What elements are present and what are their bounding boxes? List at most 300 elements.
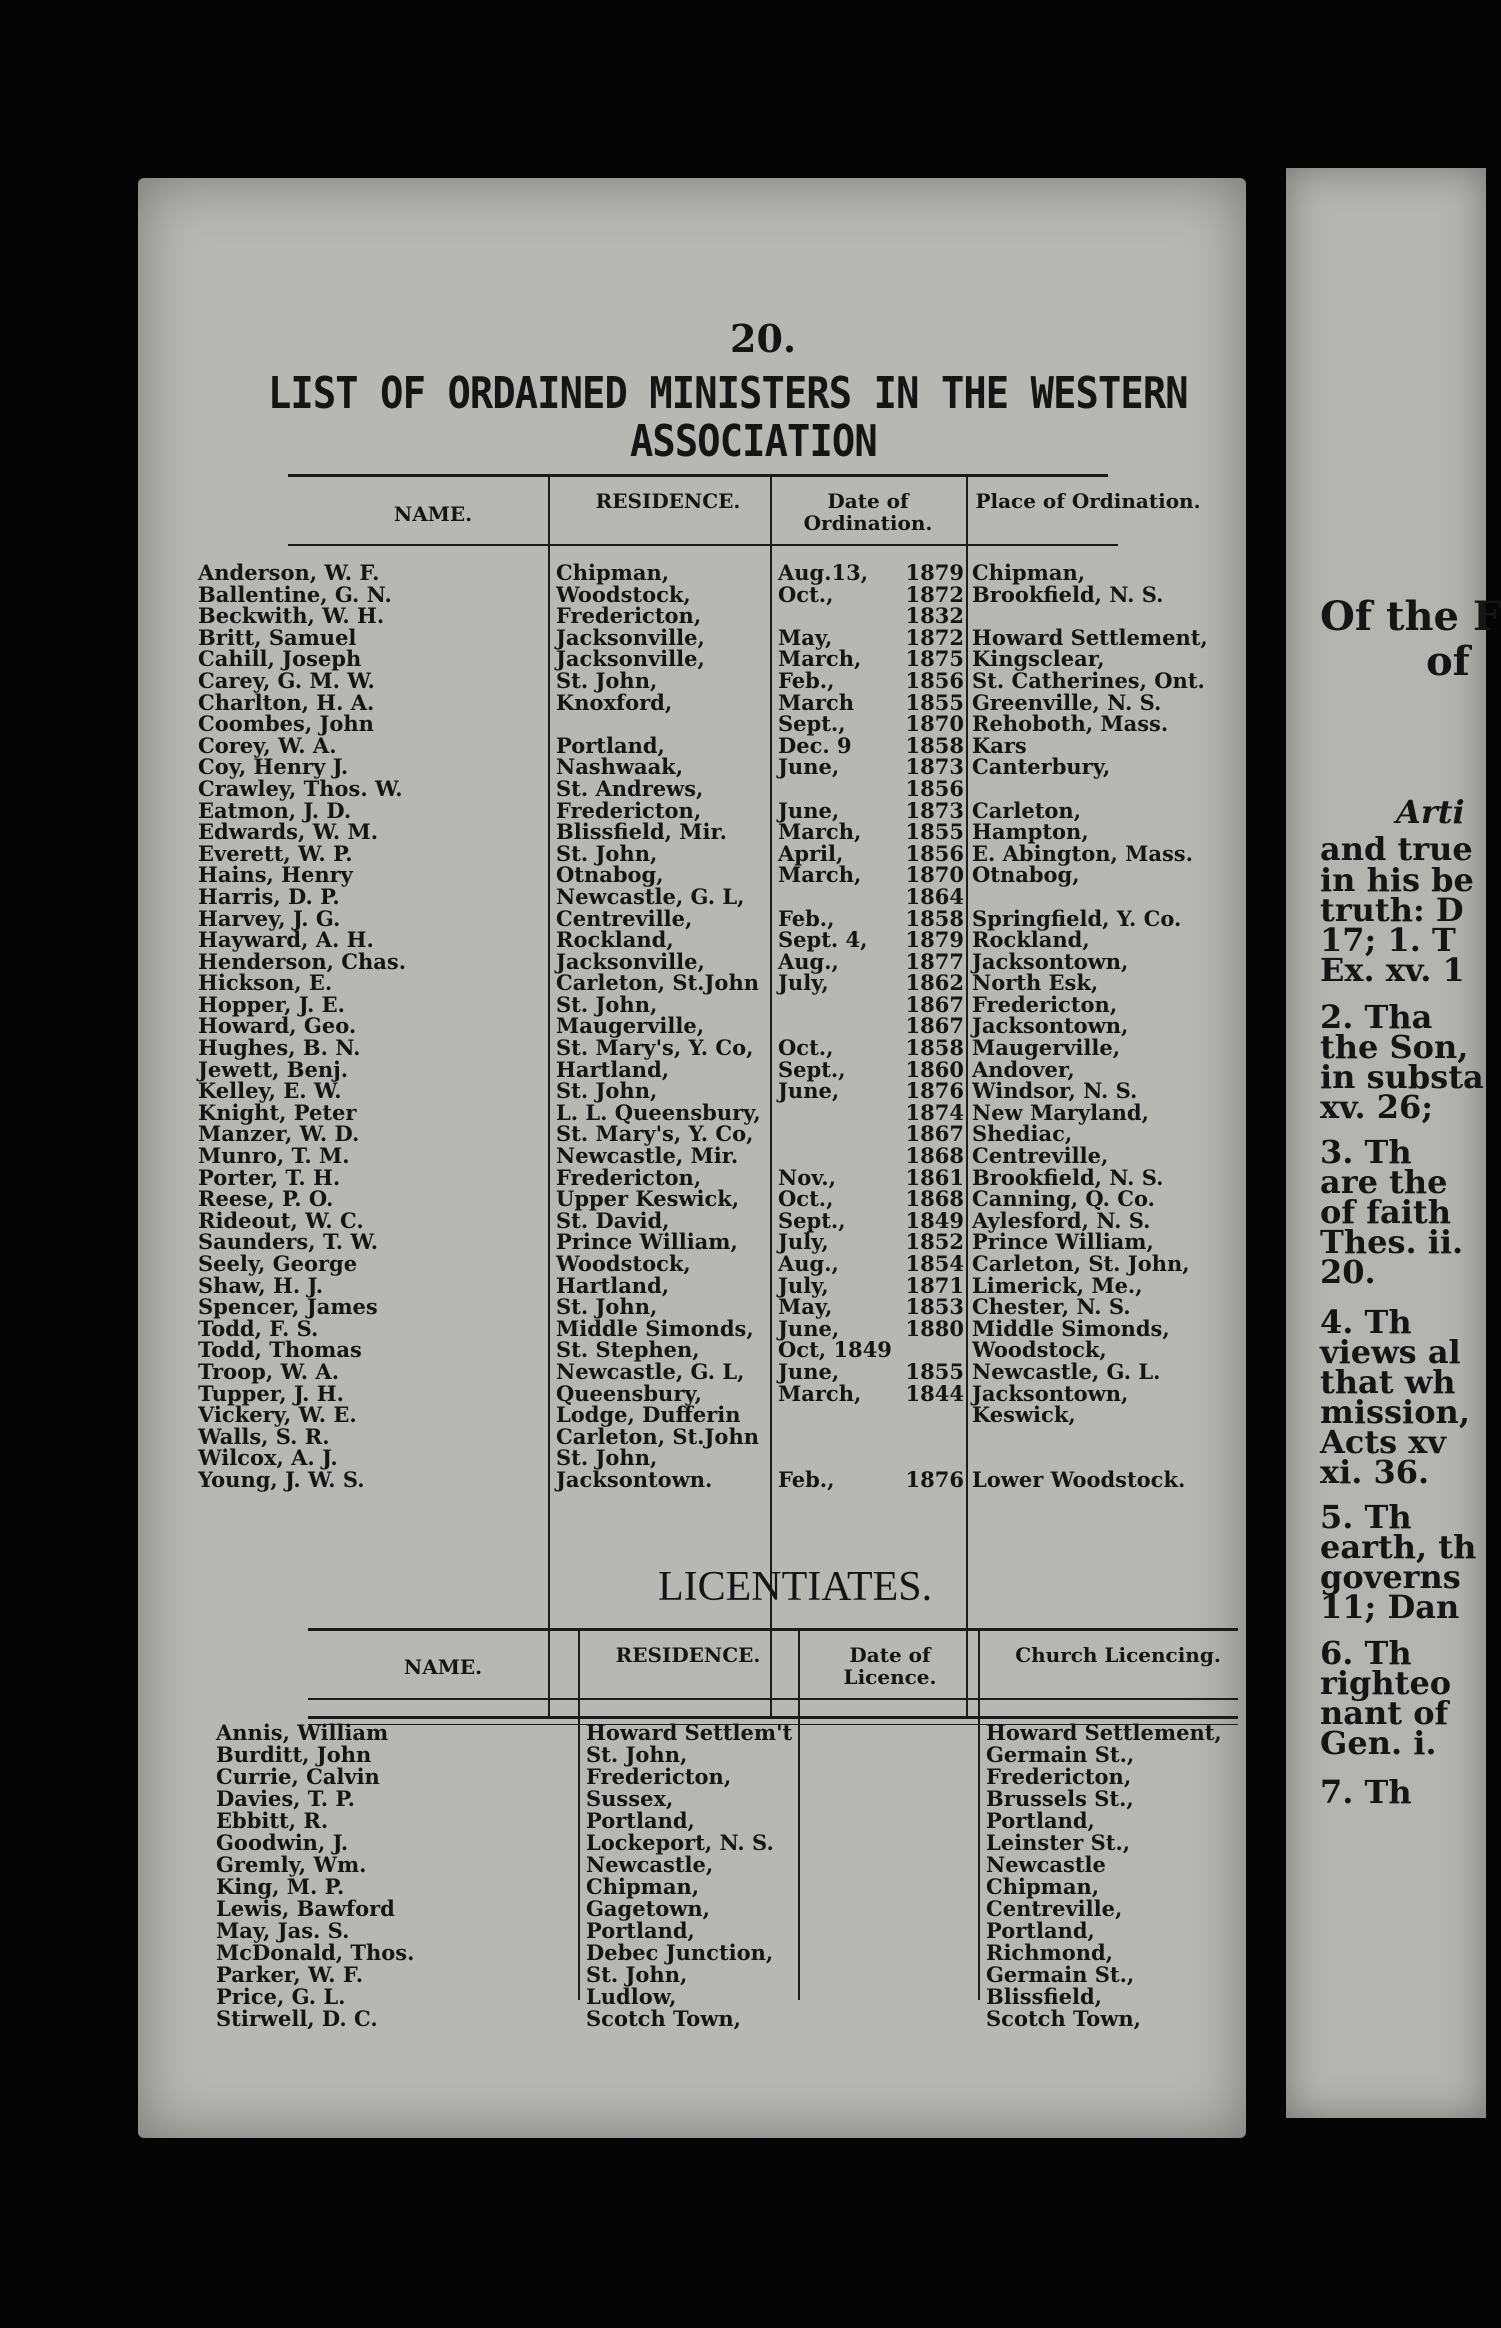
ordination-year: 1858 <box>905 732 964 758</box>
licentiate-residence: Fredericton, <box>586 1764 732 1789</box>
ordination-year: 1868 <box>905 1186 964 1212</box>
ordination-year: 1871 <box>905 1272 964 1298</box>
minister-residence: Blissfield, Mir. <box>556 819 727 845</box>
facing-text-line: mission, <box>1320 1393 1470 1431</box>
ordination-place: Maugerville, <box>972 1035 1121 1061</box>
minister-name: Shaw, H. J. <box>198 1272 324 1298</box>
minister-residence: Jacksonville, <box>556 646 705 672</box>
ordination-place: Woodstock, <box>972 1337 1107 1363</box>
minister-name: Knight, Peter <box>198 1099 357 1125</box>
licentiate-church-column <box>986 1722 1222 2030</box>
minister-residence: St. Mary's, Y. Co, <box>556 1035 754 1061</box>
facing-text-line: the Son, <box>1320 1028 1469 1066</box>
ordination-date: Dec. 9 <box>778 732 852 758</box>
minister-name: Eatmon, J. D. <box>198 797 352 823</box>
minister-name: Jewett, Benj. <box>198 1056 349 1082</box>
licentiate-residence: Scotch Town, <box>586 2006 741 2031</box>
ordination-year: 1872 <box>905 581 964 607</box>
ordination-place <box>972 778 1208 800</box>
licentiate-name: Lewis, Bawford <box>216 1896 395 1921</box>
facing-text-line: righteo <box>1320 1664 1452 1702</box>
minister-residence: Newcastle, G. L, <box>556 883 745 909</box>
ordination-year: 1854 <box>905 1251 964 1276</box>
minister-name: Cahill, Joseph <box>198 646 362 672</box>
ordination-date: March, <box>778 819 862 845</box>
ordination-date <box>778 778 892 800</box>
minister-name: Hayward, A. H. <box>198 927 374 953</box>
ordination-year: 1864 <box>905 883 964 909</box>
ordination-place: Kars <box>972 732 1027 758</box>
licentiate-church: Leinster St., <box>986 1830 1131 1855</box>
minister-name: Hopper, J. E. <box>198 991 345 1017</box>
licentiate-residence: Portland, <box>586 1808 695 1833</box>
licentiate-church: Fredericton, <box>986 1764 1132 1789</box>
ordination-place: New Maryland, <box>972 1099 1149 1125</box>
minister-residence: St. John, <box>556 991 658 1017</box>
ordination-year: 1856 <box>905 775 964 801</box>
ordination-place: E. Abington, Mass. <box>972 840 1193 866</box>
minister-name: Vickery, W. E. <box>198 1402 357 1428</box>
ordination-place: Middle Simonds, <box>972 1315 1170 1341</box>
ordination-year: 1861 <box>905 1164 964 1190</box>
minister-residence: Middle Simonds, <box>556 1315 754 1341</box>
licentiate-name: May, Jas. S. <box>216 1918 350 1943</box>
facing-text-line: 20. <box>1320 1253 1376 1291</box>
ordination-place: Howard Settlement, <box>972 624 1208 650</box>
facing-text-line: Arti <box>1396 793 1465 831</box>
facing-text-line: and true <box>1320 830 1473 868</box>
facing-heading-2: of <box>1426 638 1470 685</box>
facing-text-line: governs <box>1320 1558 1461 1596</box>
ordination-place: Lower Woodstock. <box>972 1466 1186 1492</box>
facing-text-line: in substa <box>1320 1058 1484 1096</box>
minister-name: Hickson, E. <box>198 970 333 996</box>
licentiate-name: Currie, Calvin <box>216 1764 380 1789</box>
ordination-date: Aug., <box>778 948 839 974</box>
ordination-place: North Esk, <box>972 970 1099 996</box>
ordination-date: June, <box>778 1078 840 1104</box>
ordination-date: Sept., <box>778 1056 846 1082</box>
licentiate-name: Burditt, John <box>216 1742 372 1767</box>
minister-residence: Nashwaak, <box>556 754 684 780</box>
page-number: 20. <box>730 316 797 361</box>
ordination-place: Windsor, N. S. <box>972 1078 1138 1104</box>
minister-residence: Prince William, <box>556 1229 738 1255</box>
ordination-place <box>972 605 1208 627</box>
lic-header-date: Date of Licence. <box>843 1643 937 1689</box>
ordination-place: Canning, Q. Co. <box>972 1186 1155 1212</box>
ordination-year: 1875 <box>905 646 964 672</box>
ordination-year: 1860 <box>905 1056 964 1082</box>
ordination-year: 1862 <box>905 970 964 996</box>
ordination-year: 1873 <box>905 797 964 823</box>
minister-residence: St. John, <box>556 840 658 866</box>
licentiate-church: Portland, <box>986 1808 1095 1833</box>
ordination-place: Andover, <box>972 1056 1075 1082</box>
facing-text-line: Gen. i. <box>1320 1724 1437 1762</box>
licentiate-residence: Lockeport, N. S. <box>586 1830 774 1855</box>
minister-residence: St. John, <box>556 1445 658 1471</box>
ordination-place <box>972 1447 1208 1469</box>
minister-residence: Newcastle, G. L, <box>556 1358 745 1384</box>
minister-residence: St. John, <box>556 667 658 693</box>
minister-residence: Centreville, <box>556 905 693 931</box>
ordination-place: Aylesford, N. S. <box>972 1207 1151 1233</box>
document-page <box>138 178 1246 2138</box>
header-name: NAME. <box>393 502 473 526</box>
ordination-date: Sept. 4, <box>778 927 868 953</box>
ordination-date <box>778 1145 892 1167</box>
facing-text-line: views al <box>1320 1333 1461 1371</box>
minister-name: Beckwith, W. H. <box>198 603 385 629</box>
facing-text-line: 11; Dan <box>1320 1588 1460 1626</box>
minister-name: Ballentine, G. N. <box>198 581 392 607</box>
minister-residence <box>556 713 761 735</box>
licentiates-top-rule <box>308 1628 1238 1631</box>
column-divider <box>966 476 968 1716</box>
minister-residence: Carleton, St.John <box>556 1423 759 1449</box>
minister-residence: St. John, <box>556 1078 658 1104</box>
minister-name: Manzer, W. D. <box>198 1121 360 1147</box>
ordained-residence-column <box>556 562 761 1491</box>
ordained-place-column <box>972 562 1208 1491</box>
ordination-place <box>972 886 1208 908</box>
facing-text-line: 17; 1. T <box>1320 921 1456 959</box>
ordination-place: Carleton, <box>972 797 1082 823</box>
licentiates-title: LICENTIATES. <box>658 1564 933 1610</box>
facing-text-line: xv. 26; <box>1320 1088 1434 1126</box>
table-header-rule <box>288 544 1118 546</box>
ordination-date <box>778 1123 892 1145</box>
table-bottom-rule <box>308 1716 1238 1719</box>
licentiate-name: Ebbitt, R. <box>216 1808 329 1833</box>
ordination-date: Feb., <box>778 667 835 693</box>
licentiate-residence: Portland, <box>586 1918 695 1943</box>
licentiate-name: Gremly, Wm. <box>216 1852 367 1877</box>
ordination-year: 1877 <box>905 948 964 974</box>
licentiate-residence: Chipman, <box>586 1874 700 1899</box>
minister-name: Rideout, W. C. <box>198 1207 364 1233</box>
licentiate-name: Davies, T. P. <box>216 1786 355 1811</box>
ordination-date: Feb., <box>778 905 835 931</box>
facing-text-line: are the <box>1320 1163 1448 1201</box>
ordination-year: 1867 <box>905 991 964 1017</box>
ordination-year: 1873 <box>905 754 964 780</box>
ordination-date: May, <box>778 1294 833 1320</box>
licentiate-name-column <box>216 1722 414 2030</box>
ordination-year: 1872 <box>905 624 964 650</box>
header-residence: RESIDENCE. <box>595 489 741 513</box>
minister-residence: St. John, <box>556 1294 658 1320</box>
minister-residence: Carleton, St.John <box>556 970 759 996</box>
licentiate-church: Chipman, <box>986 1874 1100 1899</box>
minister-name: Howard, Geo. <box>198 1013 357 1039</box>
licentiate-name: Parker, W. F. <box>216 1962 364 1987</box>
ordination-year: 1867 <box>905 1121 964 1147</box>
ordination-year: 1879 <box>905 560 964 585</box>
minister-residence: Jacksontown. <box>556 1466 713 1492</box>
ordination-place: Limerick, Me., <box>972 1272 1143 1298</box>
ordination-date: March, <box>778 646 862 672</box>
facing-text-line: 5. Th <box>1320 1498 1412 1536</box>
ordination-date: Oct., <box>778 581 834 607</box>
licentiate-residence: Sussex, <box>586 1786 674 1811</box>
minister-residence: Jacksonville, <box>556 948 705 974</box>
ordination-date: Sept., <box>778 711 846 737</box>
minister-residence: Portland, <box>556 732 665 758</box>
ordination-year: 1858 <box>905 905 964 931</box>
ordination-year: 1844 <box>905 1380 964 1406</box>
ordination-place: Rockland, <box>972 927 1090 953</box>
facing-heading-1: Of the F <box>1320 593 1501 640</box>
ordination-date: June, <box>778 1358 840 1384</box>
ordination-year: 1858 <box>905 1035 964 1061</box>
minister-name: Walls, S. R. <box>198 1423 330 1449</box>
minister-name: Young, J. W. S. <box>198 1466 365 1492</box>
ordination-year: 1867 <box>905 1013 964 1039</box>
header-place: Place of Ordination. <box>975 489 1201 513</box>
minister-name: Edwards, W. M. <box>198 819 379 845</box>
licentiate-residence: St. John, <box>586 1962 688 1987</box>
licentiate-name: Stirwell, D. C. <box>216 2006 378 2031</box>
minister-residence: St. Stephen, <box>556 1337 700 1363</box>
ordination-date: July, <box>778 1272 829 1298</box>
licentiate-church: Richmond, <box>986 1940 1113 1965</box>
licentiate-residence: Ludlow, <box>586 1984 677 2009</box>
licentiate-name: McDonald, Thos. <box>216 1940 415 1965</box>
ordination-year <box>888 1339 964 1361</box>
licentiate-church: Brussels St., <box>986 1786 1134 1811</box>
ordination-place: Otnabog, <box>972 862 1080 888</box>
minister-name: Todd, Thomas <box>198 1337 362 1363</box>
facing-text-line: Acts xv <box>1320 1423 1446 1461</box>
ordination-date: Oct, 1849 <box>778 1337 892 1363</box>
facing-text-line: that wh <box>1320 1363 1456 1401</box>
ordination-year <box>888 1404 964 1426</box>
minister-name: Charlton, H. A. <box>198 689 375 715</box>
ordination-date: June, <box>778 797 840 823</box>
ordination-place: Shediac, <box>972 1121 1073 1147</box>
minister-residence: Upper Keswick, <box>556 1186 740 1212</box>
ordination-year: 1832 <box>905 603 964 629</box>
ordination-place: Rehoboth, Mass. <box>972 711 1169 737</box>
ordination-date <box>778 1102 892 1124</box>
header-date: Date of Ordination. <box>803 489 933 535</box>
minister-residence: Maugerville, <box>556 1013 705 1039</box>
facing-page <box>1286 168 1501 2118</box>
minister-name: Troop, W. A. <box>198 1358 340 1384</box>
ordination-year: 1855 <box>905 689 964 715</box>
minister-name: Everett, W. P. <box>198 840 353 866</box>
ordination-place: Brookfield, N. S. <box>972 581 1164 607</box>
ordained-name-column <box>198 562 406 1491</box>
minister-name: Munro, T. M. <box>198 1143 350 1169</box>
ordination-place: Kingsclear, <box>972 646 1105 672</box>
minister-name: Todd, F. S. <box>198 1315 319 1341</box>
licentiate-name: King, M. P. <box>216 1874 345 1899</box>
facing-text-line: 4. Th <box>1320 1303 1412 1341</box>
minister-residence: Knoxford, <box>556 689 673 715</box>
minister-name: Harvey, J. G. <box>198 905 341 931</box>
licentiate-residence: Debec Junction, <box>586 1940 774 1965</box>
ordination-date <box>778 1426 892 1448</box>
minister-residence: Woodstock, <box>556 581 691 607</box>
ordination-date <box>778 1015 892 1037</box>
minister-name: Coy, Henry J. <box>198 754 349 780</box>
minister-residence: St. Mary's, Y. Co, <box>556 1121 754 1147</box>
minister-name: Britt, Samuel <box>198 624 357 650</box>
licentiate-name: Price, G. L. <box>216 1984 346 2009</box>
minister-name: Reese, P. O. <box>198 1186 334 1212</box>
ordination-year <box>888 1447 964 1469</box>
minister-residence: Woodstock, <box>556 1251 691 1276</box>
licentiate-church: Germain St., <box>986 1742 1135 1767</box>
minister-name: Spencer, James <box>198 1294 378 1320</box>
minister-residence: St. David, <box>556 1207 670 1233</box>
minister-name: Crawley, Thos. W. <box>198 775 403 801</box>
ordination-year: 1855 <box>905 1358 964 1384</box>
minister-residence: L. L. Queensbury, <box>556 1099 761 1125</box>
minister-name: Harris, D. P. <box>198 883 340 909</box>
minister-residence: Fredericton, <box>556 603 702 629</box>
lic-header-church: Church Licencing. <box>1015 1643 1221 1667</box>
licentiate-church: Germain St., <box>986 1962 1135 1987</box>
facing-text-line: 3. Th <box>1320 1133 1412 1171</box>
licentiate-church: Portland, <box>986 1918 1095 1943</box>
minister-name: Kelley, E. W. <box>198 1078 342 1104</box>
minister-name: Corey, W. A. <box>198 732 337 758</box>
ordained-year-column <box>888 562 964 1491</box>
ordination-date <box>778 886 892 908</box>
ordination-date <box>778 605 892 627</box>
licentiate-name: Goodwin, J. <box>216 1830 349 1855</box>
column-divider <box>770 476 772 1716</box>
licentiate-residence-column <box>586 1722 792 2030</box>
minister-residence: Rockland, <box>556 927 674 953</box>
lic-column-divider <box>798 1630 800 2000</box>
facing-text-line: of faith <box>1320 1193 1451 1231</box>
ordination-date: May, <box>778 624 833 650</box>
facing-text-line: 2. Tha <box>1320 998 1433 1036</box>
ordination-place: Jacksontown, <box>972 1013 1129 1039</box>
minister-name: Seely, George <box>198 1251 358 1276</box>
ordination-date: Oct., <box>778 1186 834 1212</box>
ordination-place: Hampton, <box>972 819 1089 845</box>
facing-text-line: earth, th <box>1320 1528 1477 1566</box>
minister-residence: Jacksonville, <box>556 624 705 650</box>
ordination-date: April, <box>778 840 844 866</box>
ordination-year: 1880 <box>905 1315 964 1341</box>
licentiate-name: Annis, William <box>216 1720 389 1745</box>
minister-name: Saunders, T. W. <box>198 1229 379 1255</box>
column-divider <box>548 476 550 1716</box>
ordination-date: June, <box>778 1315 840 1341</box>
lic-column-divider <box>978 1630 980 2000</box>
ordination-place: Fredericton, <box>972 991 1118 1017</box>
minister-residence: Hartland, <box>556 1272 670 1298</box>
facing-text-line: Thes. ii. <box>1320 1223 1464 1261</box>
facing-text-line: 7. Th <box>1320 1773 1412 1811</box>
minister-residence: Lodge, Dufferin <box>556 1402 741 1428</box>
licentiate-church: Centreville, <box>986 1896 1123 1921</box>
licentiates-header-rule <box>308 1698 1238 1700</box>
ordination-year: 1856 <box>905 840 964 866</box>
minister-name: Hains, Henry <box>198 862 353 888</box>
ordination-date: July, <box>778 970 829 996</box>
ordained-date-column <box>778 562 892 1491</box>
ordination-place <box>972 1426 1208 1448</box>
minister-residence: Newcastle, Mir. <box>556 1143 739 1169</box>
page-title-line-1: LIST OF ORDAINED MINISTERS IN THE WESTERN <box>268 368 1188 419</box>
ordination-date: March, <box>778 1380 862 1406</box>
facing-text-line: nant of <box>1320 1694 1449 1732</box>
licentiate-residence: St. John, <box>586 1742 688 1767</box>
facing-text-line: in his be <box>1320 861 1474 899</box>
ordination-date <box>778 994 892 1016</box>
ordination-place: Prince William, <box>972 1229 1154 1255</box>
minister-name: Hughes, B. N. <box>198 1035 361 1061</box>
minister-residence: Hartland, <box>556 1056 670 1082</box>
ordination-place: Keswick, <box>972 1402 1076 1428</box>
ordination-year: 1868 <box>905 1143 964 1169</box>
ordination-date: March <box>778 689 854 715</box>
ordination-place: Jacksontown, <box>972 1380 1129 1406</box>
ordination-date <box>778 1447 892 1469</box>
ordination-date: Oct., <box>778 1035 834 1061</box>
lic-header-residence: RESIDENCE. <box>615 1643 761 1667</box>
lic-header-name: NAME. <box>403 1655 483 1679</box>
ordination-place: Canterbury, <box>972 754 1111 780</box>
minister-name: Coombes, John <box>198 711 374 737</box>
ordination-place: Centreville, <box>972 1143 1109 1169</box>
ordination-year: 1853 <box>905 1294 964 1320</box>
ordination-place: Greenville, N. S. <box>972 689 1162 715</box>
lic-column-divider <box>578 1630 580 2000</box>
minister-residence: Fredericton, <box>556 797 702 823</box>
facing-text-line: xi. 36. <box>1320 1453 1430 1491</box>
licentiate-residence: Newcastle, <box>586 1852 714 1877</box>
page-title-line-2: ASSOCIATION <box>630 416 877 467</box>
minister-name: Wilcox, A. J. <box>198 1445 338 1471</box>
ordination-place: Chipman, <box>972 560 1086 585</box>
minister-residence: Queensbury, <box>556 1380 702 1406</box>
ordination-date <box>778 1404 892 1426</box>
facing-text-line: 6. Th <box>1320 1634 1412 1672</box>
ordination-place: St. Catherines, Ont. <box>972 667 1205 693</box>
ordination-date: Feb., <box>778 1466 835 1492</box>
minister-residence: Chipman, <box>556 560 670 585</box>
ordination-year: 1849 <box>905 1207 964 1233</box>
ordination-year: 1876 <box>905 1466 964 1492</box>
licentiate-church: Blissfield, <box>986 1984 1102 2009</box>
ordination-year: 1870 <box>905 711 964 737</box>
ordination-date: Aug.13, <box>778 560 869 585</box>
minister-residence: St. Andrews, <box>556 775 704 801</box>
ordination-year: 1856 <box>905 667 964 693</box>
ordination-date: Aug., <box>778 1251 839 1276</box>
minister-residence: Otnabog, <box>556 862 664 888</box>
ordination-year: 1879 <box>905 927 964 953</box>
ordination-year: 1852 <box>905 1229 964 1255</box>
minister-name: Carey, G. M. W. <box>198 667 375 693</box>
minister-residence: Fredericton, <box>556 1164 702 1190</box>
ordination-place: Newcastle, G. L. <box>972 1358 1161 1384</box>
ordination-place: Springfield, Y. Co. <box>972 905 1182 931</box>
minister-name: Porter, T. H. <box>198 1164 341 1190</box>
ordination-year: 1870 <box>905 862 964 888</box>
minister-name: Henderson, Chas. <box>198 948 407 974</box>
minister-name: Tupper, J. H. <box>198 1380 344 1406</box>
